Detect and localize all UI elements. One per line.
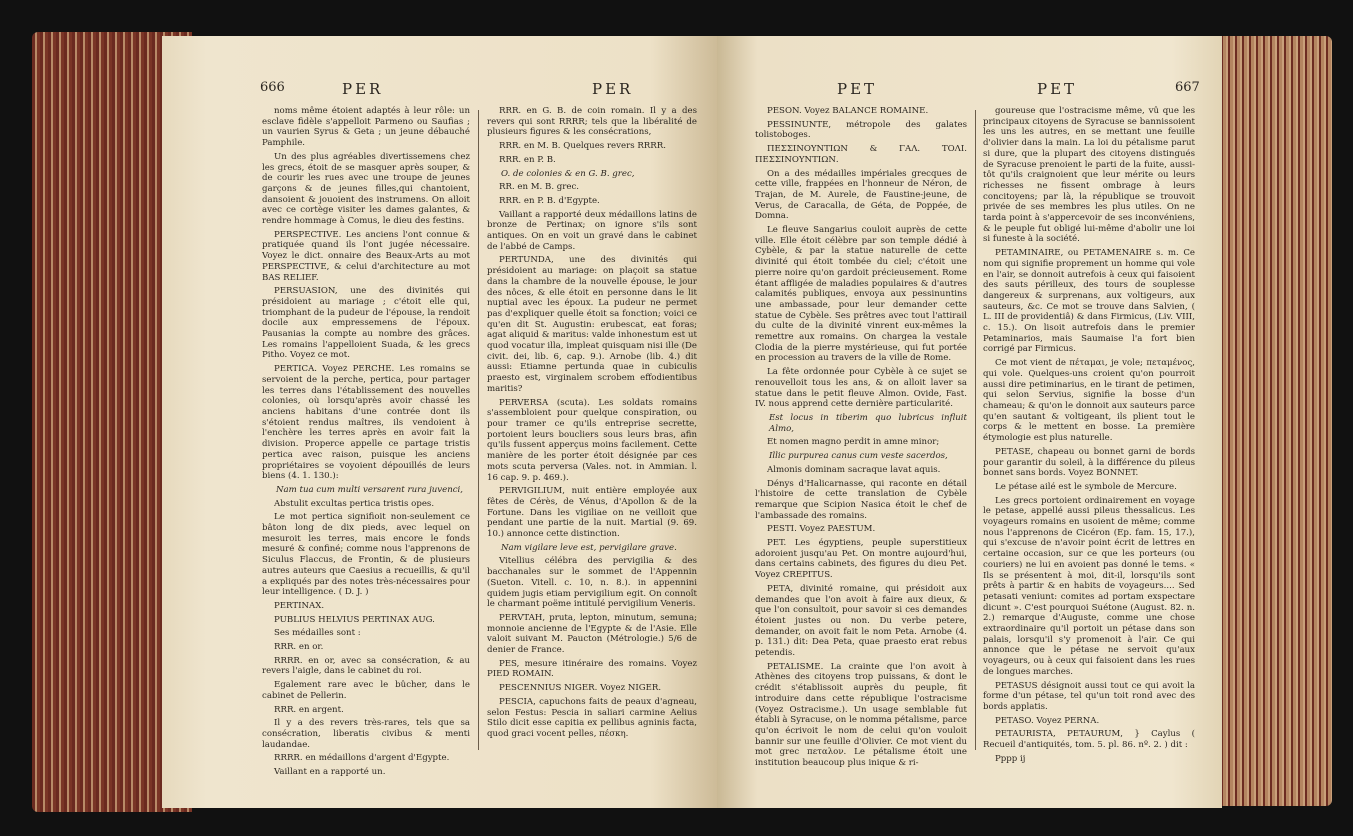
paragraph: PERVTAH, pruta, lepton, minutum, semuna; monnoie ancienne de l'Egypte & de l'Asie. Elle valoit suivant M. Paucton (Métrologie.) 5/6 de denier de France. xyxy=(487,612,697,656)
paragraph: RRR. en P. B. xyxy=(499,154,556,165)
paragraph: Dénys d'Halicarnasse, qui raconte en détail l'histoire de cette translation de Cybèle remarque que Scipion Nasica étoit le chef de l'ambassade des romains. xyxy=(755,478,967,521)
paragraph: Et nomen magno perdit in amne minor; xyxy=(767,437,940,448)
paragraph: PETASE, chapeau ou bonnet garni de bords pour garantir du soleil, à la différence du pileus bonnet sans bords. Voyez BONNET. xyxy=(983,446,1195,479)
paragraph: PESTI. Voyez PAESTUM. xyxy=(767,524,876,535)
paragraph: Abstulit excultas pertica tristis opes. xyxy=(274,498,435,509)
running-head-right-1: PET xyxy=(837,80,878,98)
right-page xyxy=(717,36,1222,808)
paragraph: Pppp ij xyxy=(995,753,1026,764)
paragraph: RRR. en or. xyxy=(274,642,324,653)
paragraph: Vitellius célébra des pervigilia & des bacchanales sur le sommet de l'Appennin (Sueton. Vitell. c. 10, n. 8.). in appennini quidem jugis etiam pervigilium egit. On connoît le charmant poëme intitulé pervigilium Veneris. xyxy=(487,556,697,610)
paragraph: O. de colonies & en G. B. grec, xyxy=(501,168,635,179)
paragraph: Il y a des revers très-rares, tels que sa consécration, liberatis civibus & menti laudandae. xyxy=(262,718,470,750)
paragraph: Les grecs portoient ordinairement en voyage le petase, appellé aussi pileus thessalicus. Les voyageurs romains en usoient de même; comme nous l'apprenons de Cicéron (Ep. fam. 15, 17.), qui s'excuse de n'avoir point écrit de lettres en certaine occasion, sur ce que les porteurs (ou couriers) ne lui en avoient pas donné le tems. « Ils se présentent à moi, dit-il, lorsqu'ils sont prêts à partir & en habits de voyageurs.... Sed petasati veniunt: comites ad portam exspectare dicunt ». C'est pourquoi Suétone (August. 82. n. 2.) remarque d'Auguste, comme une chose extraordinaire qu'il portoit un pétase dans son palais, lorsqu'il s'y promenoit à l'air. Ce qui annonce que le pétase ne servoit qu'aux voyageurs, ou à ceux qui faisoient dans les rues de longues marches. xyxy=(983,495,1195,677)
paragraph: PESCENNIUS NIGER. Voyez NIGER. xyxy=(499,683,662,694)
right-column-1 xyxy=(755,106,967,772)
paragraph: PERSUASION, une des divinités qui présidoient au mariage ; c'étoit elle qui, triomphant de la pudeur de l'épouse, la rendoit docile aux empressemens de l'époux. Pausanias la compte au nombre des grâces. Les romains l'appelloient Suada, & les grecs Pitho. Voyez ce mot. xyxy=(262,286,470,361)
running-head-left-1: PER xyxy=(342,80,384,98)
paragraph: PESCIA, capuchons faits de peaux d'agneau, selon Festus: Pescia in saliari carmine Aelius Stilo dicit esse capitia ex pellibus agninis facta, quod graci vocent pelles, πέσκη. xyxy=(487,696,697,739)
paragraph: Le fleuve Sangarius couloit auprès de cette ville. Elle étoit célèbre par son temple dédié à Cybèle, & par la statue naturelle de cette divinité qui étoit tombée du ciel; c'étoit une pierre noire qu'on gardoit précieusement. Rome étant affligée de maladies populaires & d'autres calamités publiques, envoya aux pessinuntins une ambassade, pour leur demander cette statue de Cybèle. Ses prêtres avec tout l'attirail du culte de la divinité vinrent eux-mêmes la remettre aux romains. On chargea la vestale Clodia de la pierre mystérieuse, qui fut portée en procession au travers de la ville de Rome. xyxy=(755,225,967,364)
paragraph: Nam tua cum multi versarent rura juvenci, xyxy=(276,484,464,495)
page-number-left: 666 xyxy=(260,80,285,95)
paragraph: PETA, divinité romaine, qui présidoit aux demandes que l'on avoit à faire aux dieux, & que l'on consultoit, pour savoir si ces demandes étoient justes ou non. Du verbe petere, demander, on avoit fait le nom Peta. Arnobe (4. p. 131.) dit: Dea Peta, quae praesto erat rebus petendis. xyxy=(755,583,967,659)
paragraph: Egalement rare avec le bûcher, dans le cabinet de Pellerin. xyxy=(262,680,470,701)
paragraph: PET. Les égyptiens, peuple superstitieux adoroient jusqu'au Pet. On montre aujourd'hui, dans certains cabinets, des figures du dieu Pet. Voyez CREPITUS. xyxy=(755,538,967,581)
paragraph: On a des médailles impériales grecques de cette ville, frappées en l'honneur de Néron, de Trajan, de M. Aurele, de Faustine-jeune, de Verus, de Caracalla, de Géta, de Poppée, de Domna. xyxy=(755,168,967,222)
paragraph: Est locus in tiberim quo lubricus influit Almo, xyxy=(769,412,967,434)
paragraph: PUBLIUS HELVIUS PERTINAX AUG. xyxy=(274,614,435,625)
paragraph: PES, mesure itinéraire des romains. Voyez PIED ROMAIN. xyxy=(487,658,697,680)
left-page xyxy=(162,36,717,808)
paragraph: PERTINAX. xyxy=(274,600,325,611)
paragraph: PERTUNDA, une des divinités qui présidoient au mariage: on plaçoit sa statue dans la chambre de la nouvelle épouse, le jour des nôces, & elle étoit en personne dans le lit nuptial avec les époux. La pudeur ne permet pas d'expliquer quelle étoit sa fonction; voici ce qu'en dit St. Augustin: erubescat, eat foras; agat aliquid & maritus: valde inhonestum est ut quod vocatur illa, impleat quisquam nisi ille (De civit. dei, lib. 6, cap. 9.). Arnobe (lib. 4.) dit aussi: Etiamne pertunda quae in cubiculis praesto est, virginalem scrobem effodientibus maritis? xyxy=(487,255,697,394)
paragraph: PETASO. Voyez PERNA. xyxy=(995,715,1100,726)
paragraph: Ses médailles sont : xyxy=(274,628,361,639)
paragraph: PERVIGILIUM, nuit entière employée aux fêtes de Cérès, de Vénus, d'Apollon & de la Fortune. Dans les vigiliae on ne veilloit que pendant une partie de la nuit. Martial (9. 69. 10.) annonce cette distinction. xyxy=(487,486,697,540)
running-head-right-2: PET xyxy=(1037,80,1078,98)
open-book xyxy=(22,22,1332,822)
paragraph: Le mot pertica signifioit non-seulement ce bâton long de dix pieds, avec lequel on mesuroit les terres, mais encore le fonds mesuré & confiné; comme nous l'apprenons de Siculus Flaccus, de Frontin, & de plusieurs autres auteurs que Caesius a recueillis, & qu'il a expliqués par des notes très-nécessaires pour leur intelligence. ( D. J. ) xyxy=(262,512,470,598)
paragraph: PERTICA. Voyez PERCHE. Les romains se servoient de la perche, pertica, pour partager les terres dans l'établissement des nouvelles colonies, où lorsqu'après avoir chassé les anciens habitans d'une contrée dont ils s'étoient rendus maîtres, ils vendoient à l'enchère les terres après en avoir fait la division. Properce appelle ce partage tristis pertica avec raison, puisque les anciens propriétaires se voyoient dépouillés de leurs biens (4. 1. 130.): xyxy=(262,364,470,482)
column-rule-right xyxy=(975,110,976,750)
running-head-left-2: PER xyxy=(592,80,634,98)
paragraph: PESON. Voyez BALANCE ROMAINE. xyxy=(767,106,929,116)
paragraph: RRRR. en médaillons d'argent d'Egypte. xyxy=(274,753,450,764)
paragraph: RRRR. en or, avec sa consécration, & au revers l'aigle, dans le cabinet du roi. xyxy=(262,655,470,677)
paragraph: PETALISME. La crainte que l'on avoit à Athènes des citoyens trop puissans, & dont le crédit s'établissoit auprès du peuple, fit introduire dans cette république l'ostracisme (Voyez Ostracisme.). Un usage semblable fut établi à Syracuse, on le nomma pétalisme, parce qu'on écrivoit le nom de celui qu'on vouloit bannir sur une feuille d'Olivier. Ce mot vient du mot grec πεταλον. Le pétalisme étoit une institution beaucoup plus inique & ri- xyxy=(755,661,967,769)
column-rule-left xyxy=(478,110,479,750)
paragraph: RRR. en M. B. Quelques revers RRRR. xyxy=(499,141,666,152)
paragraph: Vaillant a rapporté deux médaillons latins de bronze de Pertinax; on ignore s'ils sont antiques. On en voit un gravé dans le cabinet de l'abbé de Camps. xyxy=(487,209,697,252)
paragraph: PETAMINAIRE, ou PETAMENAIRE s. m. Ce nom qui signifie proprement un homme qui vole en l'air, se donnoit autrefois à ceux qui faisoient des sauts périlleux, des tours de souplesse dangereux & surprenans, aux voltigeurs, aux sauteurs, &c. Ce mot se trouve dans Salvien, ( L. III de providentiâ) & dans Firmicus, (Liv. VIII, c. 15.). On lisoit autrefois dans le premier Petaminarios, mais Saumaise l'a fort bien corrigé par Firmicus. xyxy=(983,248,1195,355)
left-column-1 xyxy=(262,106,470,781)
paragraph: PETAURISTA, PETAURUM, } Caylus ( Recueil d'antiquités, tom. 5. pl. 86. nº. 2. ) dit : xyxy=(983,729,1195,751)
paragraph: Le pétase ailé est le symbole de Mercure. xyxy=(995,481,1177,492)
paragraph: noms même étoient adaptés à leur rôle: un esclave fidèle s'appelloit Parmeno ou Saufias ; un vaurien Syrus & Geta ; un jeune débauché Pamphile. xyxy=(262,106,470,149)
paragraph: Almonis dominam sacraque lavat aquis. xyxy=(767,464,941,475)
paragraph: RRR. en G. B. de coin romain. Il y a des revers qui sont RRRR; tels que la libéralité de plusieurs figures & les consécrations, xyxy=(487,106,697,138)
paragraph: Un des plus agréables divertissemens chez les grecs, étoit de se masquer après souper, & de courir les rues avec une troupe de jeunes garçons & de jeunes filles,qui chantoient, dansoient & jouoient des instrumens. On alloit avec ce cortège visiter les dames galantes, & rendre hommage à Comus, le dieu des festins. xyxy=(262,151,470,227)
paragraph: PERSPECTIVE. Les anciens l'ont connue & pratiquée quand ils l'ont jugée nécessaire. Voyez le dict. onnaire des Beaux-Arts au mot PERSPECTIVE, & celui d'architecture au mot BAS RELIEF. xyxy=(262,229,470,283)
paragraph: PESSINUNTE, métropole des galates tolistoboges. xyxy=(755,119,967,141)
paragraph: ΠΕΣΣΙΝΟΥΝΤΙΩΝ & ΓΑΛ. ΤΟΛΙ. ΠΕΣΣΙΝΟΥΝΤΙΩΝ. xyxy=(755,144,967,165)
paragraph: Vaillant en a rapporté un. xyxy=(274,767,386,778)
paragraph: RRR. en P. B. d'Egypte. xyxy=(499,195,600,206)
paragraph: goureuse que l'ostracisme même, vû que les principaux citoyens de Syracuse se bannissoient les uns les autres, en se mettant une feuille d'olivier dans la main. La loi du pétalisme parut si dure, que la plupart des citoyens distingués de Syracuse prenoient le parti de la fuite, aussi-tôt qu'ils craignoient que leur mérite ou leurs richesses ne fissent ombrage à leurs concitoyens; par là, la république se trouvoit privée de ses membres les plus utiles. On ne tarda point à s'appercevoir de ses inconvéniens, & le peuple fut obligé lui-même d'abolir une loi si funeste à la société. xyxy=(983,106,1195,245)
paragraph: RRR. en argent. xyxy=(274,704,344,715)
paragraph: PETASUS désignoit aussi tout ce qui avoit la forme d'un pétase, tel qu'un toit rond avec des bords applatis. xyxy=(983,680,1195,712)
paragraph: RR. en M. B. grec. xyxy=(499,182,580,193)
left-column-2 xyxy=(487,106,697,743)
paragraph: Ce mot vient de πέταμαι, je vole; πεταμένος, qui vole. Quelques-uns croient qu'on pourroit aussi dire petiminarius, en le tirant de petimen, qui selon Servius, signifie la bosse d'un chameau; & qu'on le donnoit aux sauteurs parce qu'en sautant & voltigeant, ils plient tout le corps & le mettent en bosse. La première étymologie est plus naturelle. xyxy=(983,358,1195,444)
paragraph: La fête ordonnée pour Cybèle à ce sujet se renouvelloit tous les ans, & on alloit laver sa statue dans le petit fleuve Almon. Ovide, Fast. IV. nous apprend cette dernière particularité. xyxy=(755,367,967,410)
paragraph: Illic purpurea canus cum veste sacerdos, xyxy=(769,451,948,462)
paragraph: Nam vigilare leve est, pervigilare grave. xyxy=(501,542,677,553)
page-number-right: 667 xyxy=(1175,80,1200,95)
paragraph: PERVERSA (scuta). Les soldats romains s'assembloient pour quelque conspiration, ou pour tramer ce qu'ils entreprise secrette, portoient leurs boucliers sous leurs bras, afin qu'ils fussent apperçus moins facilement. Cette manière de les porter étoit désignée par ces mots scuta perversa (Vales. not. in Ammian. l. 16 cap. 9. p. 469.). xyxy=(487,397,697,483)
right-column-2 xyxy=(983,106,1195,767)
